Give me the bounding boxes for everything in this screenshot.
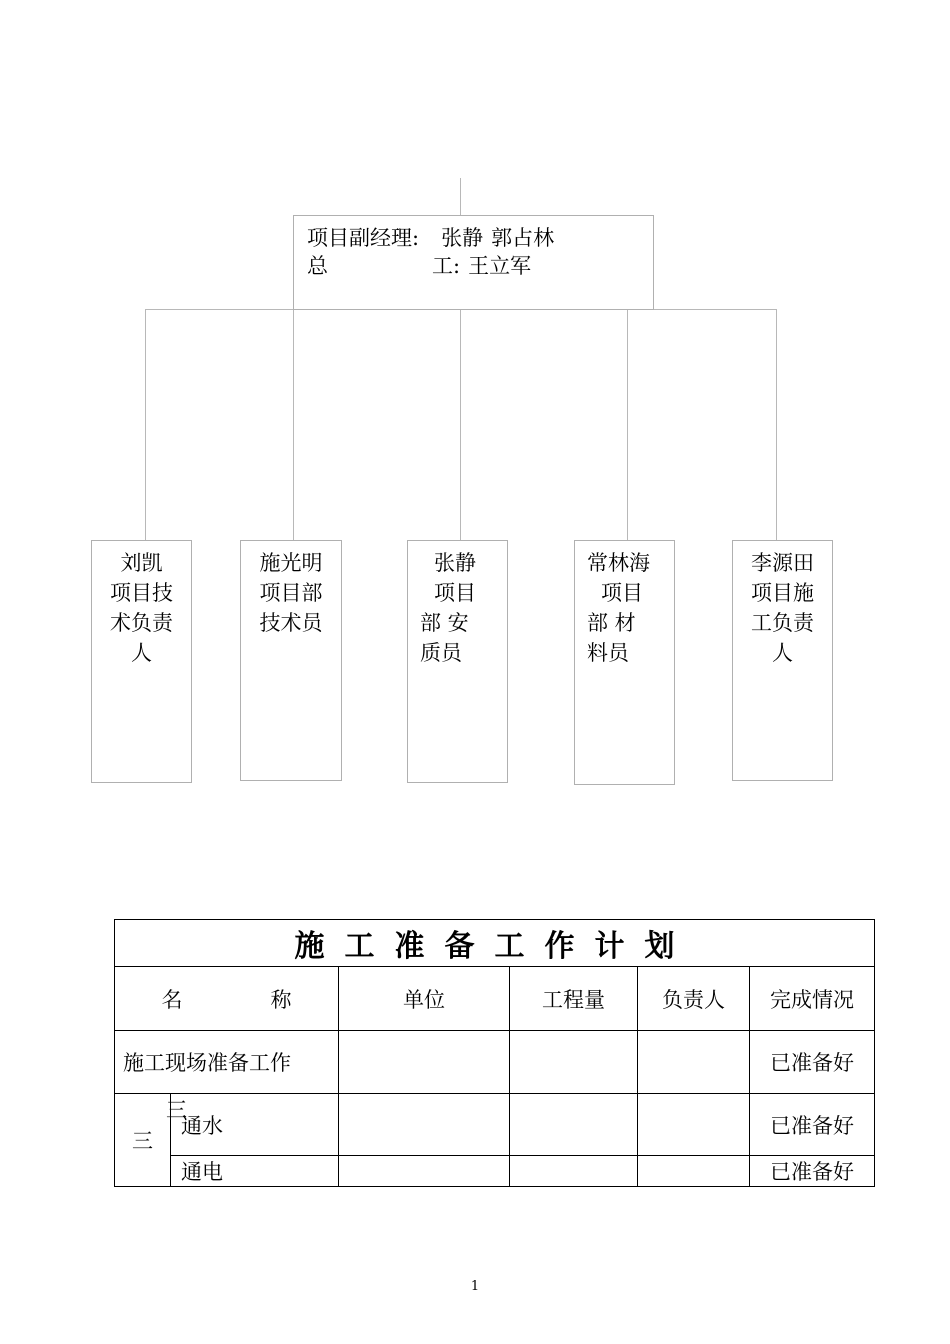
- member-box-1: [91, 540, 192, 783]
- row-site-prep-name: 施工现场准备工作: [115, 1031, 339, 1094]
- connector-branch-1: [145, 309, 146, 540]
- row-power-quantity: [510, 1156, 638, 1187]
- connector-center-stub: [460, 310, 461, 340]
- member-1-line-2: 项目技: [110, 581, 173, 605]
- member-3-line-3: 部 安: [420, 611, 469, 635]
- header-quantity: 工程量: [510, 967, 638, 1031]
- header-name-a: 名: [161, 987, 183, 1012]
- member-5-line-3: 工负责: [751, 611, 814, 635]
- row-power-unit: [339, 1156, 510, 1187]
- member-box-4: [574, 540, 675, 785]
- group-label-cell: 三: [115, 1094, 171, 1187]
- member-4-line-3: 部 材: [587, 611, 636, 635]
- header-name-b: 称: [270, 987, 292, 1012]
- row-water-owner: [638, 1094, 750, 1156]
- stray-mark: 三: [166, 1098, 187, 1122]
- row-site-prep-unit: [339, 1031, 510, 1094]
- row-site-prep-quantity: [510, 1031, 638, 1094]
- row-power-status: 已准备好: [750, 1156, 875, 1187]
- row-water-quantity: [510, 1094, 638, 1156]
- member-5-line-2: 项目施: [751, 581, 814, 605]
- page-number: 1: [470, 1279, 480, 1294]
- deputy-manager-label: 项目副经理:: [307, 226, 420, 250]
- deputy-manager-name-2: 郭占林: [491, 226, 555, 250]
- member-3-line-1: 张静: [434, 551, 476, 575]
- member-2-line-2: 项目部: [259, 581, 323, 605]
- table-row: [115, 1031, 875, 1094]
- org-top-box: [293, 215, 654, 310]
- member-5-line-4: 人: [772, 641, 793, 665]
- row-water-status: 已准备好: [750, 1094, 875, 1156]
- row-water-unit: [339, 1094, 510, 1156]
- member-box-3: [407, 540, 508, 783]
- chief-engineer-label-a: 总: [307, 254, 328, 278]
- row-site-prep-status: 已准备好: [750, 1031, 875, 1094]
- member-1-line-3: 术负责: [110, 611, 173, 635]
- chief-engineer-label-b: 工:: [432, 254, 461, 278]
- member-2-line-1: 施光明: [259, 551, 323, 575]
- chief-engineer-name: 王立军: [468, 254, 532, 278]
- member-1-line-1: 刘凯: [120, 551, 163, 575]
- member-4-line-1: 常林海: [587, 551, 650, 575]
- org-top-line2: [307, 252, 653, 280]
- member-2-line-3: 技术员: [259, 611, 323, 635]
- connector-top: [460, 178, 461, 215]
- connector-branch-5: [776, 309, 777, 540]
- member-4-line-4: 料员: [587, 641, 629, 665]
- row-water-name: 通水: [171, 1094, 339, 1156]
- header-owner: 负责人: [638, 967, 750, 1031]
- table-title: 施工准备工作计划: [115, 920, 875, 967]
- row-power-name: 通电: [171, 1156, 339, 1187]
- member-3-line-2: 项目: [434, 581, 476, 605]
- org-top-line1: [307, 224, 653, 252]
- table-row: [115, 1156, 875, 1187]
- header-status: 完成情况: [750, 967, 875, 1031]
- connector-branch-3: [460, 340, 461, 540]
- row-site-prep-owner: [638, 1031, 750, 1094]
- construction-prep-plan-table: [114, 919, 875, 1187]
- member-1-line-4: 人: [131, 641, 152, 665]
- member-box-5: [732, 540, 833, 781]
- member-box-2: [240, 540, 342, 781]
- table-header-row: [115, 967, 875, 1031]
- header-name: [115, 967, 339, 1031]
- row-power-owner: [638, 1156, 750, 1187]
- member-4-line-2: 项目: [601, 581, 643, 605]
- table-row: [115, 1094, 875, 1156]
- member-5-line-1: 李源田: [751, 551, 814, 575]
- connector-branch-2: [293, 309, 294, 540]
- member-3-line-4: 质员: [420, 641, 462, 665]
- connector-branch-4: [627, 309, 628, 540]
- header-unit: 单位: [339, 967, 510, 1031]
- deputy-manager-name-1: 张静: [441, 226, 484, 250]
